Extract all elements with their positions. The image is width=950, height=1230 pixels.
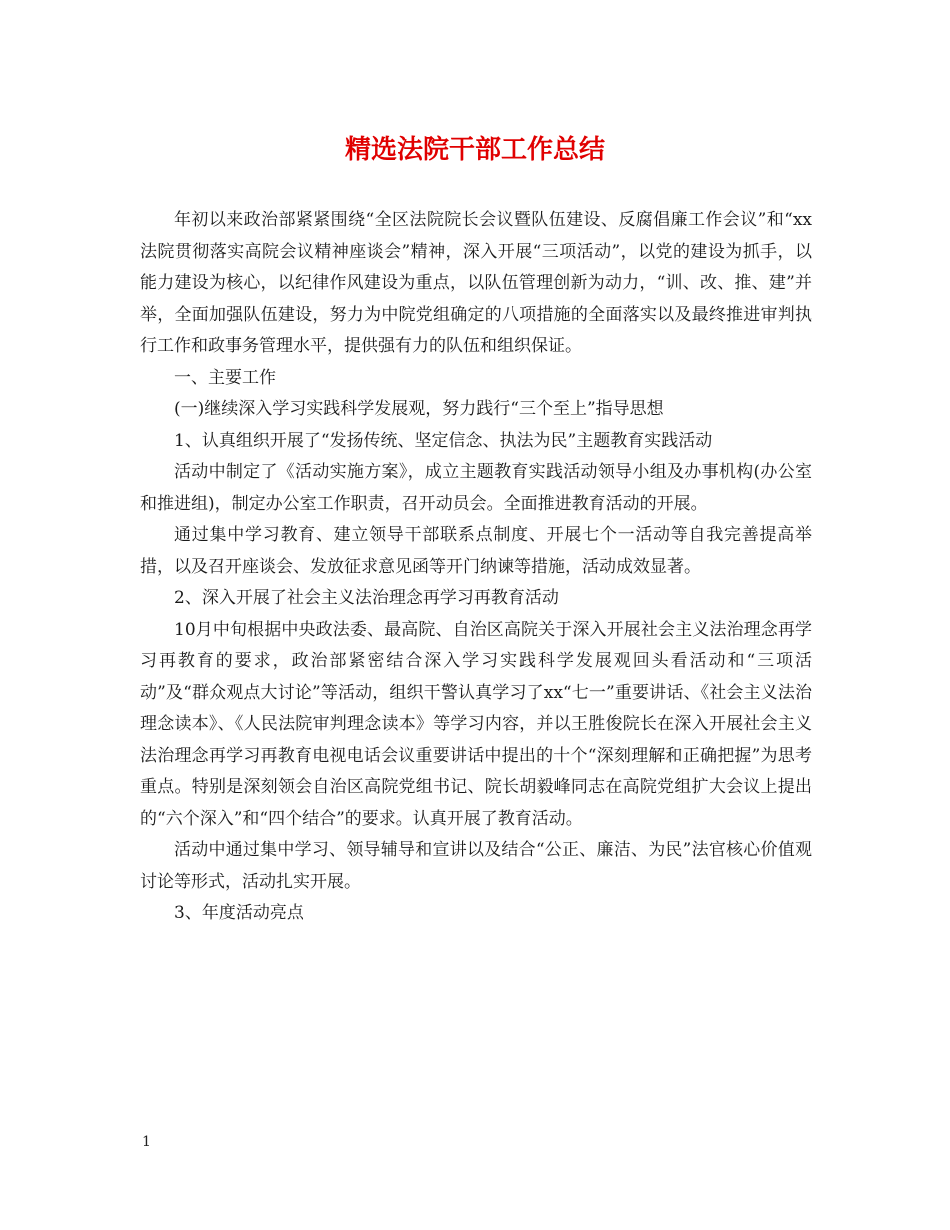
item-heading-3: 3、年度活动亮点 bbox=[174, 903, 304, 923]
page-number: 1 bbox=[142, 1134, 151, 1150]
subsection-heading-1: (一)继续深入学习实践科学发展观，努力践行“三个至上”指导思想 bbox=[174, 399, 664, 419]
paragraph-rule-of-law-education: 10月中旬根据中央政法委、最高院、自治区高院关于深入开展社会主义法治理念再学习再教育的要求，政治部紧密结合深入学习实践科学发展观回头看活动和“三项活动”及“群众观点大讨论”等活动，组织干警认真学习了xx“七一”重要讲话、《社会主义法治理念读本》、《人民法院审判理念读本》等学习内容，并以王胜俊院长在深入开展社会主义法治理念再学习再教育电视电话会议重要讲话中提出的十个“深刻理解和正确把握”为思考重点。特别是深刻领会自治区高院党组书记、院长胡毅峰同志在高院党组扩大会议上提出的“六个深入”和“四个结合”的要求。认真开展了教育活动。 bbox=[140, 619, 812, 829]
document-title: 精选法院干部工作总结 bbox=[344, 135, 605, 165]
item-heading-2: 2、深入开展了社会主义法治理念再学习再教育活动 bbox=[174, 588, 559, 608]
section-heading-main-work: 一、主要工作 bbox=[174, 367, 276, 388]
paragraph-activity-forms: 活动中通过集中学习、领导辅导和宣讲以及结合“公正、廉洁、为民”法官核心价值观讨论等形式，活动扎实开展。 bbox=[140, 840, 812, 892]
paragraph-activity-results: 通过集中学习教育、建立领导干部联系点制度、开展七个一活动等自我完善提高举措，以及召开座谈会、发放征求意见函等开门纳谏等措施，活动成效显著。 bbox=[140, 525, 812, 577]
document-body bbox=[140, 205, 812, 930]
paragraph-activity-plan: 活动中制定了《活动实施方案》，成立主题教育实践活动领导小组及办事机构(办公室和推进组)，制定办公室工作职责，召开动员会。全面推进教育活动的开展。 bbox=[140, 462, 812, 514]
paragraph-intro: 年初以来政治部紧紧围绕“全区法院院长会议暨队伍建设、反腐倡廉工作会议”和“xx法院贯彻落实高院会议精神座谈会”精神，深入开展“三项活动”，以党的建设为抓手，以能力建设为核心，以纪律作风建设为重点，以队伍管理创新为动力，“训、改、推、建”并举，全面加强队伍建设，努力为中院党组确定的八项措施的全面落实以及最终推进审判执行工作和政事务管理水平，提供强有力的队伍和组织保证。 bbox=[140, 210, 812, 356]
item-heading-1: 1、认真组织开展了“发扬传统、坚定信念、执法为民”主题教育实践活动 bbox=[174, 430, 713, 451]
